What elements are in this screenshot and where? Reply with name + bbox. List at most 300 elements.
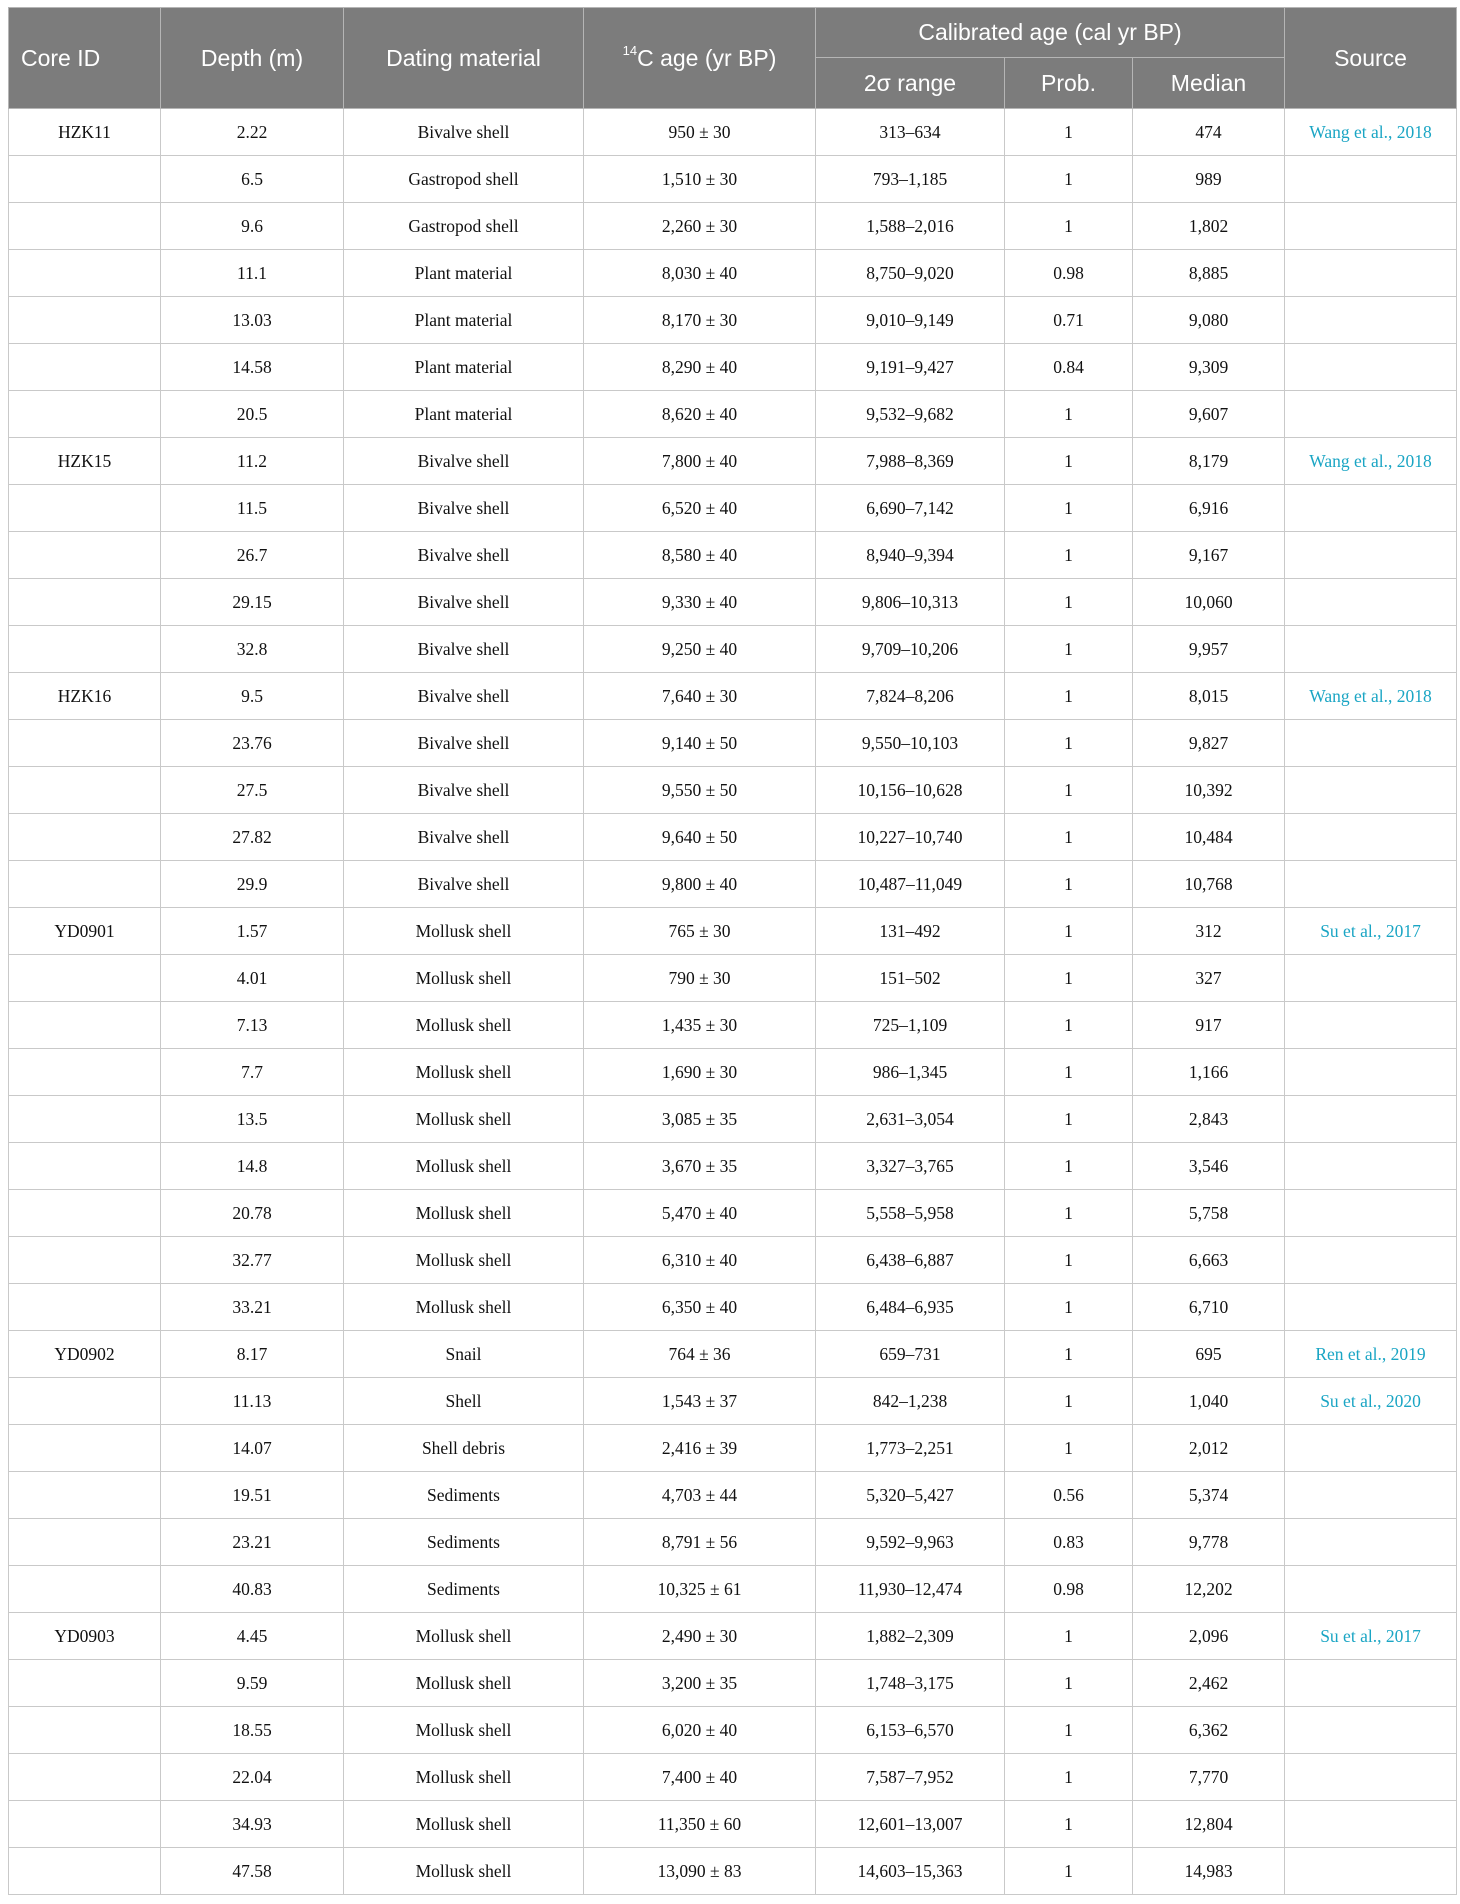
- cell-dating-material: Mollusk shell: [344, 1237, 584, 1284]
- cell-c14-age: 3,670 ± 35: [584, 1143, 816, 1190]
- cell-probability: 1: [1005, 1801, 1133, 1848]
- cell-core-id: HZK11: [9, 109, 161, 156]
- table-row: [9, 1472, 1457, 1519]
- cell-median: 9,957: [1133, 626, 1285, 673]
- cell-core-id: [9, 1096, 161, 1143]
- cell-core-id: [9, 532, 161, 579]
- cell-probability: 1: [1005, 1425, 1133, 1472]
- cell-source: [1285, 626, 1457, 673]
- cell-2sigma-range: 6,484–6,935: [816, 1284, 1005, 1331]
- cell-dating-material: Plant material: [344, 391, 584, 438]
- cell-probability: 1: [1005, 1002, 1133, 1049]
- cell-c14-age: 6,310 ± 40: [584, 1237, 816, 1284]
- cell-2sigma-range: 1,748–3,175: [816, 1660, 1005, 1707]
- cell-2sigma-range: 8,940–9,394: [816, 532, 1005, 579]
- cell-source: [1285, 1707, 1457, 1754]
- cell-depth: 26.7: [161, 532, 344, 579]
- header-c14-label: C age (yr BP): [637, 44, 777, 71]
- table-row: [9, 1519, 1457, 1566]
- table-row: [9, 1049, 1457, 1096]
- table-body: [9, 109, 1457, 1895]
- cell-depth: 20.5: [161, 391, 344, 438]
- cell-median: 6,710: [1133, 1284, 1285, 1331]
- cell-dating-material: Gastropod shell: [344, 203, 584, 250]
- cell-dating-material: Bivalve shell: [344, 814, 584, 861]
- cell-probability: 1: [1005, 626, 1133, 673]
- cell-source: [1285, 1190, 1457, 1237]
- cell-c14-age: 11,350 ± 60: [584, 1801, 816, 1848]
- cell-dating-material: Mollusk shell: [344, 1848, 584, 1895]
- cell-median: 9,167: [1133, 532, 1285, 579]
- cell-2sigma-range: 1,588–2,016: [816, 203, 1005, 250]
- cell-c14-age: 8,580 ± 40: [584, 532, 816, 579]
- cell-dating-material: Bivalve shell: [344, 720, 584, 767]
- cell-dating-material: Mollusk shell: [344, 1801, 584, 1848]
- cell-dating-material: Mollusk shell: [344, 1284, 584, 1331]
- cell-probability: 1: [1005, 485, 1133, 532]
- cell-depth: 9.6: [161, 203, 344, 250]
- cell-median: 2,843: [1133, 1096, 1285, 1143]
- cell-c14-age: 8,791 ± 56: [584, 1519, 816, 1566]
- cell-c14-age: 1,543 ± 37: [584, 1378, 816, 1425]
- cell-dating-material: Plant material: [344, 344, 584, 391]
- cell-depth: 9.5: [161, 673, 344, 720]
- table-row: [9, 156, 1457, 203]
- table-row: [9, 626, 1457, 673]
- cell-2sigma-range: 9,592–9,963: [816, 1519, 1005, 1566]
- cell-median: 9,607: [1133, 391, 1285, 438]
- cell-source[interactable]: Su et al., 2020: [1285, 1378, 1457, 1425]
- table-row: [9, 1613, 1457, 1660]
- cell-median: 3,546: [1133, 1143, 1285, 1190]
- cell-2sigma-range: 10,487–11,049: [816, 861, 1005, 908]
- cell-median: 917: [1133, 1002, 1285, 1049]
- cell-2sigma-range: 8,750–9,020: [816, 250, 1005, 297]
- cell-source: [1285, 156, 1457, 203]
- cell-median: 8,179: [1133, 438, 1285, 485]
- cell-dating-material: Bivalve shell: [344, 767, 584, 814]
- cell-depth: 4.01: [161, 955, 344, 1002]
- cell-source[interactable]: Wang et al., 2018: [1285, 109, 1457, 156]
- cell-depth: 11.5: [161, 485, 344, 532]
- table-row: [9, 1707, 1457, 1754]
- table-row: [9, 1143, 1457, 1190]
- cell-probability: 1: [1005, 1331, 1133, 1378]
- cell-2sigma-range: 7,587–7,952: [816, 1754, 1005, 1801]
- cell-2sigma-range: 7,988–8,369: [816, 438, 1005, 485]
- cell-probability: 1: [1005, 720, 1133, 767]
- cell-depth: 22.04: [161, 1754, 344, 1801]
- cell-depth: 9.59: [161, 1660, 344, 1707]
- cell-median: 8,015: [1133, 673, 1285, 720]
- table-row: [9, 1754, 1457, 1801]
- radiocarbon-dates-table: [8, 7, 1457, 1895]
- cell-dating-material: Mollusk shell: [344, 1190, 584, 1237]
- cell-dating-material: Sediments: [344, 1519, 584, 1566]
- cell-core-id: [9, 1378, 161, 1425]
- cell-source[interactable]: Ren et al., 2019: [1285, 1331, 1457, 1378]
- cell-probability: 0.56: [1005, 1472, 1133, 1519]
- table-row: [9, 908, 1457, 955]
- header-2sigma-range: 2σ range: [816, 58, 1005, 109]
- cell-core-id: [9, 1284, 161, 1331]
- cell-probability: 0.83: [1005, 1519, 1133, 1566]
- cell-probability: 1: [1005, 767, 1133, 814]
- header-core-id: Core ID: [9, 8, 161, 109]
- cell-probability: 1: [1005, 438, 1133, 485]
- cell-probability: 1: [1005, 156, 1133, 203]
- cell-c14-age: 9,250 ± 40: [584, 626, 816, 673]
- cell-core-id: [9, 344, 161, 391]
- cell-source: [1285, 1237, 1457, 1284]
- cell-source: [1285, 1519, 1457, 1566]
- cell-c14-age: 7,400 ± 40: [584, 1754, 816, 1801]
- cell-probability: 1: [1005, 1237, 1133, 1284]
- cell-source: [1285, 955, 1457, 1002]
- cell-core-id: YD0901: [9, 908, 161, 955]
- header-calibrated-age: Calibrated age (cal yr BP): [816, 8, 1285, 58]
- cell-source: [1285, 1049, 1457, 1096]
- cell-depth: 2.22: [161, 109, 344, 156]
- cell-probability: 1: [1005, 1096, 1133, 1143]
- cell-source: [1285, 720, 1457, 767]
- cell-core-id: [9, 1801, 161, 1848]
- cell-core-id: [9, 1754, 161, 1801]
- cell-c14-age: 3,085 ± 35: [584, 1096, 816, 1143]
- cell-depth: 14.58: [161, 344, 344, 391]
- cell-median: 10,484: [1133, 814, 1285, 861]
- cell-source: [1285, 579, 1457, 626]
- cell-source: [1285, 814, 1457, 861]
- table-row: [9, 1237, 1457, 1284]
- cell-probability: 1: [1005, 1848, 1133, 1895]
- cell-2sigma-range: 9,010–9,149: [816, 297, 1005, 344]
- cell-source[interactable]: Su et al., 2017: [1285, 908, 1457, 955]
- cell-dating-material: Mollusk shell: [344, 1707, 584, 1754]
- cell-core-id: [9, 767, 161, 814]
- cell-dating-material: Mollusk shell: [344, 1613, 584, 1660]
- table-row: [9, 532, 1457, 579]
- cell-probability: 1: [1005, 391, 1133, 438]
- cell-source: [1285, 532, 1457, 579]
- cell-dating-material: Mollusk shell: [344, 955, 584, 1002]
- cell-c14-age: 9,550 ± 50: [584, 767, 816, 814]
- cell-source[interactable]: Wang et al., 2018: [1285, 438, 1457, 485]
- cell-median: 14,983: [1133, 1848, 1285, 1895]
- cell-source: [1285, 1096, 1457, 1143]
- superscript-14: 14: [622, 42, 638, 58]
- table-row: [9, 673, 1457, 720]
- cell-c14-age: 8,170 ± 30: [584, 297, 816, 344]
- cell-c14-age: 950 ± 30: [584, 109, 816, 156]
- header-probability: Prob.: [1005, 58, 1133, 109]
- table-row: [9, 344, 1457, 391]
- cell-dating-material: Gastropod shell: [344, 156, 584, 203]
- cell-core-id: YD0903: [9, 1613, 161, 1660]
- cell-c14-age: 9,140 ± 50: [584, 720, 816, 767]
- cell-dating-material: Sediments: [344, 1472, 584, 1519]
- table-row: [9, 861, 1457, 908]
- cell-c14-age: 4,703 ± 44: [584, 1472, 816, 1519]
- table-row: [9, 1190, 1457, 1237]
- cell-probability: 1: [1005, 532, 1133, 579]
- cell-2sigma-range: 9,709–10,206: [816, 626, 1005, 673]
- cell-2sigma-range: 9,532–9,682: [816, 391, 1005, 438]
- cell-source: [1285, 1660, 1457, 1707]
- cell-2sigma-range: 659–731: [816, 1331, 1005, 1378]
- cell-2sigma-range: 986–1,345: [816, 1049, 1005, 1096]
- cell-median: 1,040: [1133, 1378, 1285, 1425]
- cell-median: 9,080: [1133, 297, 1285, 344]
- cell-source: [1285, 767, 1457, 814]
- cell-median: 2,012: [1133, 1425, 1285, 1472]
- cell-source[interactable]: Su et al., 2017: [1285, 1613, 1457, 1660]
- cell-median: 10,768: [1133, 861, 1285, 908]
- cell-c14-age: 9,800 ± 40: [584, 861, 816, 908]
- cell-source: [1285, 1566, 1457, 1613]
- cell-2sigma-range: 9,191–9,427: [816, 344, 1005, 391]
- cell-median: 12,804: [1133, 1801, 1285, 1848]
- cell-c14-age: 8,290 ± 40: [584, 344, 816, 391]
- cell-dating-material: Mollusk shell: [344, 1754, 584, 1801]
- table-row: [9, 109, 1457, 156]
- header-depth: Depth (m): [161, 8, 344, 109]
- cell-c14-age: 1,435 ± 30: [584, 1002, 816, 1049]
- cell-depth: 33.21: [161, 1284, 344, 1331]
- table-row: [9, 1331, 1457, 1378]
- table-row: [9, 391, 1457, 438]
- cell-source: [1285, 1143, 1457, 1190]
- cell-depth: 40.83: [161, 1566, 344, 1613]
- cell-probability: 1: [1005, 1049, 1133, 1096]
- cell-depth: 6.5: [161, 156, 344, 203]
- cell-median: 12,202: [1133, 1566, 1285, 1613]
- cell-depth: 32.77: [161, 1237, 344, 1284]
- table-row: [9, 1284, 1457, 1331]
- cell-c14-age: 9,330 ± 40: [584, 579, 816, 626]
- cell-core-id: [9, 1566, 161, 1613]
- cell-source: [1285, 203, 1457, 250]
- cell-depth: 11.2: [161, 438, 344, 485]
- cell-2sigma-range: 9,550–10,103: [816, 720, 1005, 767]
- table-row: [9, 485, 1457, 532]
- table-row: [9, 579, 1457, 626]
- cell-dating-material: Bivalve shell: [344, 673, 584, 720]
- cell-core-id: [9, 203, 161, 250]
- table-row: [9, 250, 1457, 297]
- cell-probability: 1: [1005, 1754, 1133, 1801]
- cell-c14-age: 2,260 ± 30: [584, 203, 816, 250]
- cell-median: 7,770: [1133, 1754, 1285, 1801]
- cell-median: 10,060: [1133, 579, 1285, 626]
- cell-probability: 1: [1005, 1284, 1133, 1331]
- cell-c14-age: 7,640 ± 30: [584, 673, 816, 720]
- cell-probability: 0.98: [1005, 250, 1133, 297]
- cell-probability: 1: [1005, 1613, 1133, 1660]
- cell-dating-material: Bivalve shell: [344, 626, 584, 673]
- cell-c14-age: 10,325 ± 61: [584, 1566, 816, 1613]
- cell-probability: 1: [1005, 1143, 1133, 1190]
- cell-median: 9,309: [1133, 344, 1285, 391]
- cell-probability: 1: [1005, 908, 1133, 955]
- table-row: [9, 1425, 1457, 1472]
- cell-2sigma-range: 3,327–3,765: [816, 1143, 1005, 1190]
- cell-probability: 1: [1005, 673, 1133, 720]
- cell-depth: 20.78: [161, 1190, 344, 1237]
- cell-2sigma-range: 1,773–2,251: [816, 1425, 1005, 1472]
- table-row: [9, 1002, 1457, 1049]
- cell-depth: 27.5: [161, 767, 344, 814]
- cell-source: [1285, 485, 1457, 532]
- cell-dating-material: Bivalve shell: [344, 861, 584, 908]
- cell-median: 9,778: [1133, 1519, 1285, 1566]
- cell-2sigma-range: 14,603–15,363: [816, 1848, 1005, 1895]
- table-row: [9, 955, 1457, 1002]
- cell-c14-age: 9,640 ± 50: [584, 814, 816, 861]
- cell-core-id: [9, 626, 161, 673]
- cell-source: [1285, 297, 1457, 344]
- cell-source: [1285, 1848, 1457, 1895]
- cell-2sigma-range: 6,690–7,142: [816, 485, 1005, 532]
- cell-core-id: [9, 814, 161, 861]
- cell-2sigma-range: 10,156–10,628: [816, 767, 1005, 814]
- cell-depth: 34.93: [161, 1801, 344, 1848]
- header-median: Median: [1133, 58, 1285, 109]
- cell-depth: 14.8: [161, 1143, 344, 1190]
- cell-median: 6,663: [1133, 1237, 1285, 1284]
- cell-depth: 11.13: [161, 1378, 344, 1425]
- cell-2sigma-range: 2,631–3,054: [816, 1096, 1005, 1143]
- cell-c14-age: 790 ± 30: [584, 955, 816, 1002]
- cell-source: [1285, 1801, 1457, 1848]
- cell-c14-age: 6,350 ± 40: [584, 1284, 816, 1331]
- cell-c14-age: 5,470 ± 40: [584, 1190, 816, 1237]
- cell-core-id: [9, 720, 161, 767]
- cell-dating-material: Snail: [344, 1331, 584, 1378]
- cell-probability: 1: [1005, 1190, 1133, 1237]
- table-row: [9, 1848, 1457, 1895]
- cell-2sigma-range: 842–1,238: [816, 1378, 1005, 1425]
- cell-depth: 29.15: [161, 579, 344, 626]
- table-row: [9, 767, 1457, 814]
- cell-median: 6,916: [1133, 485, 1285, 532]
- table-row: [9, 1660, 1457, 1707]
- cell-median: 8,885: [1133, 250, 1285, 297]
- cell-2sigma-range: 11,930–12,474: [816, 1566, 1005, 1613]
- cell-2sigma-range: 725–1,109: [816, 1002, 1005, 1049]
- cell-depth: 27.82: [161, 814, 344, 861]
- cell-2sigma-range: 793–1,185: [816, 156, 1005, 203]
- cell-core-id: [9, 1472, 161, 1519]
- cell-dating-material: Mollusk shell: [344, 908, 584, 955]
- cell-dating-material: Bivalve shell: [344, 438, 584, 485]
- cell-2sigma-range: 5,320–5,427: [816, 1472, 1005, 1519]
- cell-core-id: [9, 1848, 161, 1895]
- cell-dating-material: Sediments: [344, 1566, 584, 1613]
- cell-core-id: [9, 1190, 161, 1237]
- cell-depth: 47.58: [161, 1848, 344, 1895]
- cell-core-id: [9, 1519, 161, 1566]
- table-row: [9, 1096, 1457, 1143]
- cell-core-id: [9, 1237, 161, 1284]
- cell-dating-material: Plant material: [344, 297, 584, 344]
- cell-depth: 8.17: [161, 1331, 344, 1378]
- header-c14-age: [584, 8, 816, 109]
- cell-core-id: [9, 579, 161, 626]
- cell-depth: 23.76: [161, 720, 344, 767]
- cell-c14-age: 6,020 ± 40: [584, 1707, 816, 1754]
- cell-median: 989: [1133, 156, 1285, 203]
- cell-core-id: [9, 485, 161, 532]
- cell-core-id: [9, 297, 161, 344]
- cell-source[interactable]: Wang et al., 2018: [1285, 673, 1457, 720]
- cell-source: [1285, 1754, 1457, 1801]
- cell-2sigma-range: 131–492: [816, 908, 1005, 955]
- cell-source: [1285, 1472, 1457, 1519]
- cell-core-id: [9, 156, 161, 203]
- cell-dating-material: Bivalve shell: [344, 485, 584, 532]
- cell-median: 9,827: [1133, 720, 1285, 767]
- cell-2sigma-range: 151–502: [816, 955, 1005, 1002]
- cell-probability: 1: [1005, 203, 1133, 250]
- table-row: [9, 1378, 1457, 1425]
- cell-depth: 18.55: [161, 1707, 344, 1754]
- cell-2sigma-range: 6,438–6,887: [816, 1237, 1005, 1284]
- cell-core-id: [9, 1143, 161, 1190]
- cell-probability: 1: [1005, 1707, 1133, 1754]
- table-row: [9, 814, 1457, 861]
- cell-c14-age: 7,800 ± 40: [584, 438, 816, 485]
- cell-source: [1285, 1002, 1457, 1049]
- cell-source: [1285, 1425, 1457, 1472]
- cell-dating-material: Mollusk shell: [344, 1096, 584, 1143]
- cell-source: [1285, 344, 1457, 391]
- cell-c14-age: 1,690 ± 30: [584, 1049, 816, 1096]
- cell-median: 474: [1133, 109, 1285, 156]
- cell-depth: 19.51: [161, 1472, 344, 1519]
- cell-median: 695: [1133, 1331, 1285, 1378]
- cell-depth: 1.57: [161, 908, 344, 955]
- cell-median: 5,758: [1133, 1190, 1285, 1237]
- cell-core-id: HZK16: [9, 673, 161, 720]
- table-row: [9, 1566, 1457, 1613]
- cell-source: [1285, 861, 1457, 908]
- cell-probability: 1: [1005, 955, 1133, 1002]
- cell-probability: 1: [1005, 814, 1133, 861]
- cell-probability: 0.98: [1005, 1566, 1133, 1613]
- cell-probability: 0.71: [1005, 297, 1133, 344]
- header-dating-material: Dating material: [344, 8, 584, 109]
- table-header: [9, 8, 1457, 109]
- cell-c14-age: 3,200 ± 35: [584, 1660, 816, 1707]
- table-row: [9, 438, 1457, 485]
- header-source: Source: [1285, 8, 1457, 109]
- cell-core-id: YD0902: [9, 1331, 161, 1378]
- cell-2sigma-range: 313–634: [816, 109, 1005, 156]
- cell-core-id: [9, 1425, 161, 1472]
- cell-dating-material: Plant material: [344, 250, 584, 297]
- cell-core-id: [9, 1707, 161, 1754]
- cell-core-id: [9, 1049, 161, 1096]
- table-row: [9, 203, 1457, 250]
- cell-median: 327: [1133, 955, 1285, 1002]
- cell-probability: 0.84: [1005, 344, 1133, 391]
- cell-depth: 13.03: [161, 297, 344, 344]
- cell-c14-age: 765 ± 30: [584, 908, 816, 955]
- cell-probability: 1: [1005, 1660, 1133, 1707]
- cell-source: [1285, 391, 1457, 438]
- table-row: [9, 1801, 1457, 1848]
